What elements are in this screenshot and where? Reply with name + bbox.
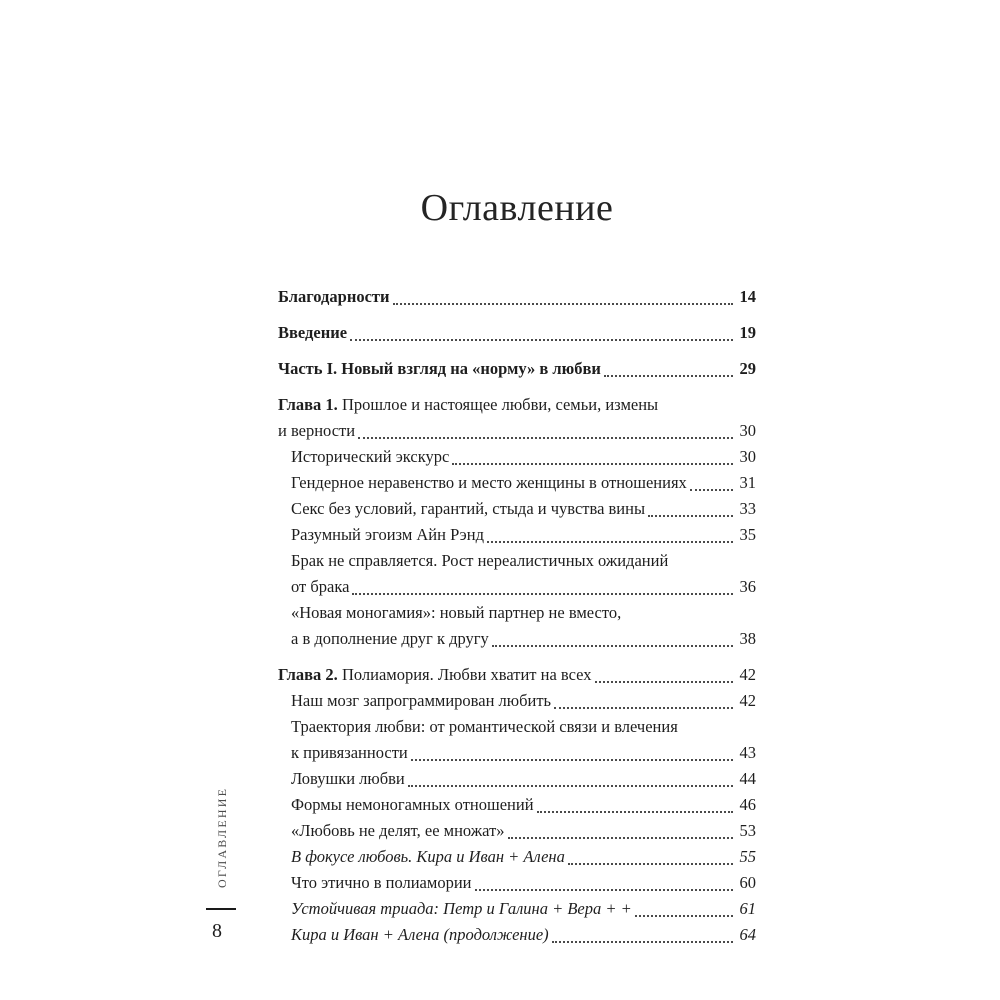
toc-entry-line [291,470,756,496]
toc-entry-text: «Новая моногамия»: новый партнер не вместо, [291,603,622,622]
toc-entry [278,522,756,548]
dot-leader [358,437,733,439]
toc-entry-text: Исторический экскурс [291,447,450,466]
toc-entry-line [291,740,756,766]
toc-entry-prefix: Глава 1. [278,395,342,414]
dot-leader [352,593,733,595]
toc-entry [278,284,756,310]
toc-page-number: 29 [739,359,756,378]
toc-entry [278,444,756,470]
toc-entry-text: Траектория любви: от романтической связи и влечения [291,717,678,736]
toc-entry-line [291,574,756,600]
toc-entry-text: от брака [291,577,350,596]
toc-page-number: 19 [739,323,756,342]
dot-leader [408,785,733,787]
toc-page-number: 53 [739,821,756,840]
toc-entry-line [291,766,756,792]
toc-page-number: 64 [739,925,756,944]
dot-leader [568,863,733,865]
toc-entry-text: Формы немоногамных отношений [291,795,534,814]
toc-entry [278,896,756,922]
dot-leader [690,489,733,491]
toc-entry [278,714,756,766]
toc-entry-line [278,320,756,346]
toc-entry [278,356,756,382]
toc-entry-line [278,662,756,688]
toc-entry-line [291,844,756,870]
toc-entry [278,922,756,948]
toc-entry [278,870,756,896]
toc-entry-text: Глава 2. Полиамория. Любви хватит на всех [278,665,592,684]
toc-entry-text: Ловушки любви [291,769,405,788]
toc-entry-line [291,548,756,574]
toc-page-number: 42 [739,691,756,710]
dot-leader [552,941,733,943]
toc-entry [278,470,756,496]
dot-leader [508,837,733,839]
dot-leader [554,707,733,709]
toc-entry-line [291,626,756,652]
toc-entry-text: Гендерное неравенство и место женщины в отношениях [291,473,687,492]
toc-entry-text: Что этично в полиамории [291,873,472,892]
toc-entry [278,392,756,444]
dot-leader [487,541,733,543]
toc-page-number: 60 [739,873,756,892]
toc-entry [278,792,756,818]
page-title: Оглавление [420,187,614,229]
toc-entry-line [291,896,756,922]
dot-leader [648,515,733,517]
toc-page-number: 44 [739,769,756,788]
toc-entry-text: и верности [278,421,356,440]
toc-entry-text: Благодарности [278,287,390,306]
toc-page-number: 31 [739,473,756,492]
dot-leader [604,375,733,377]
toc-entry-text: Глава 1. Прошлое и настоящее любви, семьи, измены [278,395,659,414]
toc-entry-line [278,284,756,310]
toc-entry [278,766,756,792]
toc-entry-line [278,392,756,418]
toc-entry-text: Введение [278,323,348,342]
toc-entry [278,600,756,652]
toc-entry-line [291,922,756,948]
toc-page-number: 55 [739,847,756,866]
toc-entry-line [291,792,756,818]
margin-chapter-label: ОГЛАВЛЕНИЕ [215,786,229,888]
dot-leader [393,303,733,305]
toc-entry-line [278,356,756,382]
toc-entry [278,818,756,844]
margin-rule [206,908,236,910]
toc-entry [278,320,756,346]
toc-entry-line [291,870,756,896]
toc-entry-text: к привязанности [291,743,408,762]
dot-leader [475,889,734,891]
toc-entry-text: а в дополнение друг к другу [291,629,489,648]
toc-entry [278,548,756,600]
dot-leader [635,915,733,917]
dot-leader [350,339,733,341]
toc-entry-line [291,496,756,522]
toc-entry-text: Разумный эгоизм Айн Рэнд [291,525,484,544]
toc-page-number: 30 [739,447,756,466]
toc-entry-text: Устойчивая триада: Петр и Галина + Вера + + [291,899,632,918]
toc-entry-line [291,688,756,714]
toc-page-number: 42 [739,665,756,684]
toc-entry-prefix: Глава 2. [278,665,342,684]
toc-entry-text: Кира и Иван + Алена (продолжение) [291,925,549,944]
toc-page-number: 30 [739,421,756,440]
toc-entry-line [278,418,756,444]
toc-page-number: 46 [739,795,756,814]
dot-leader [411,759,733,761]
toc-entry [278,662,756,688]
toc-entry-text: Брак не справляется. Рост нереалистичных ожиданий [291,551,669,570]
toc-entry [278,496,756,522]
toc-entry [278,688,756,714]
dot-leader [492,645,733,647]
toc-entry-text: В фокусе любовь. Кира и Иван + Алена [291,847,565,866]
toc-page-number: 33 [739,499,756,518]
toc-page-number: 43 [739,743,756,762]
toc-entry-text: Наш мозг запрограммирован любить [291,691,552,710]
toc-entry-text: Часть I. Новый взгляд на «норму» в любви [278,359,601,378]
toc-entry-line [291,600,756,626]
toc-entry [278,844,756,870]
toc-entry-text: «Любовь не делят, ее множат» [291,821,505,840]
toc-entry-line [291,522,756,548]
toc-page-number: 61 [739,899,756,918]
toc-entry-line [291,714,756,740]
page-number: 8 [212,920,222,942]
toc-page-number: 14 [739,287,756,306]
toc-list [278,284,756,948]
toc-entry-text: Секс без условий, гарантий, стыда и чувства вины [291,499,646,518]
toc-page-number: 35 [739,525,756,544]
dot-leader [595,681,734,683]
toc-entry-line [291,444,756,470]
dot-leader [452,463,733,465]
toc-page-number: 38 [739,629,756,648]
dot-leader [537,811,733,813]
toc-entry-line [291,818,756,844]
toc-page-number: 36 [739,577,756,596]
